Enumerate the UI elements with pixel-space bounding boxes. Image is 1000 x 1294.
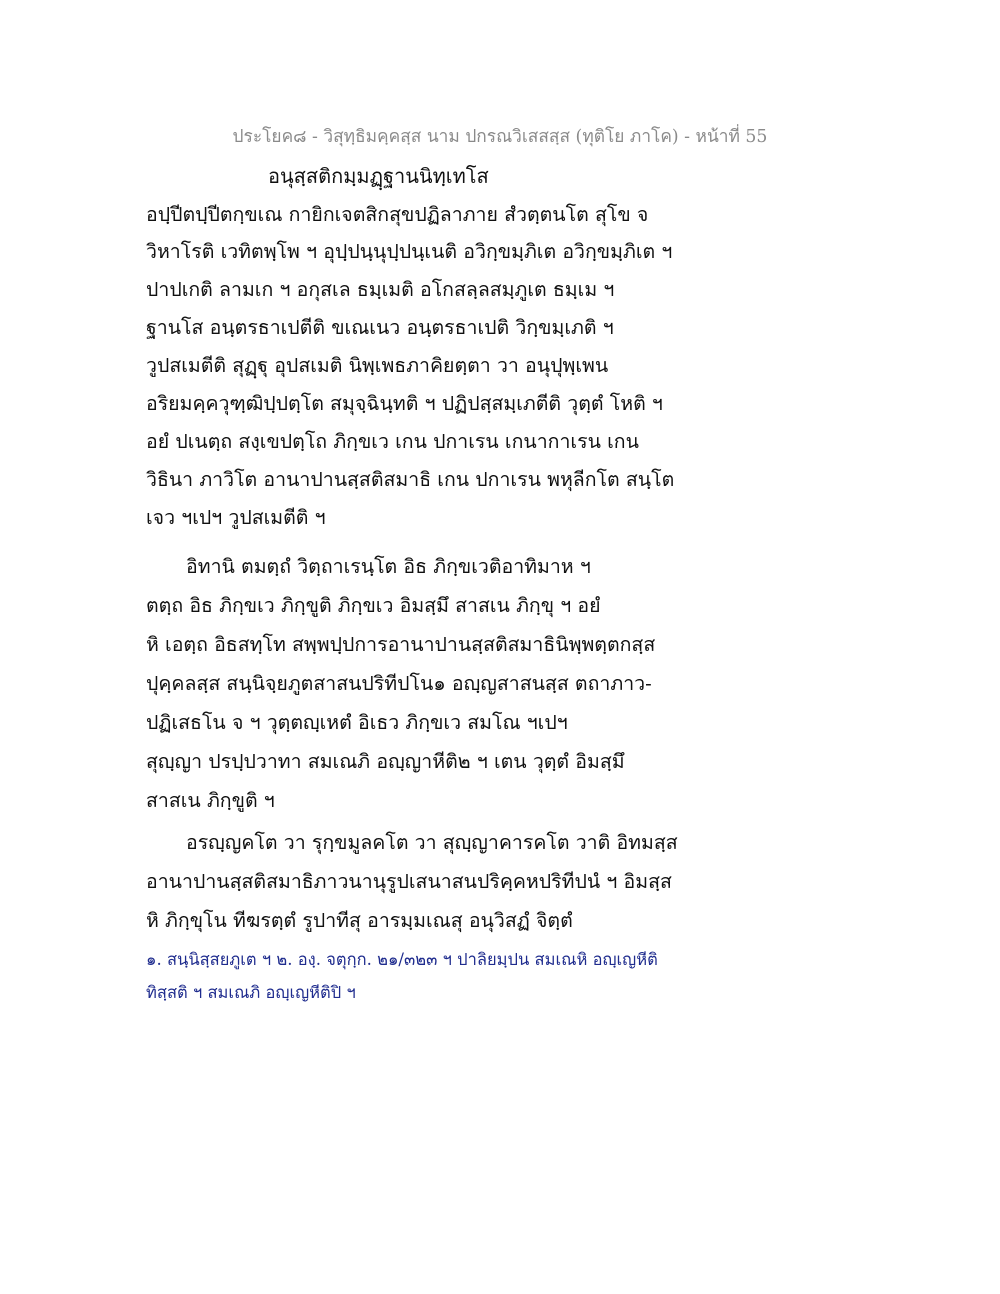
body-line: ปุคฺคลสฺส สนฺนิจฺยภูตสาสนปริทีปโน๑ อญฺญสาสนสฺส ตถาภาว-	[146, 672, 652, 695]
body-line: อปฺปีตปฺปีตกฺขเณ กายิกเจตสิกสุขปฏิลาภาย สํวตฺตนโต สุโข จ	[146, 203, 649, 226]
body-line: ปาปเกติ ลามเก ฯ อกุสเล ธมฺเมติ อโกสลฺลสมฺภูเต ธมฺเม ฯ	[146, 278, 615, 301]
body-line: อิทานิ ตมตฺถํ วิตฺถาเรนฺโต อิธ ภิกฺขเวติอาทิมาห ฯ	[186, 555, 591, 578]
section-title: อนุสฺสติกมฺมฏฺฐานนิทฺเทโส	[268, 164, 489, 188]
body-line: ตตฺถ อิธ ภิกฺขเว ภิกฺขูติ ภิกฺขเว อิมสฺมึ สาสเน ภิกฺขุ ฯ อยํ	[146, 594, 601, 617]
body-line: ปฏิเสธโน จ ฯ วุตฺตญฺเหตํ อิเธว ภิกฺขเว สมโณ ฯเปฯ	[146, 711, 568, 734]
body-line: เจว ฯเปฯ วูปสเมตีติ ฯ	[146, 506, 326, 529]
body-line: อยํ ปเนตฺถ สงฺเขปตฺโถ ภิกฺขเว เกน ปกาเรน เกนากาเรน เกน	[146, 430, 639, 453]
body-line: ฐานโส อนฺตรธาเปตีติ ขเณเนว อนฺตรธาเปติ วิกฺขมฺเภติ ฯ	[146, 316, 614, 339]
body-line: วูปสเมตีติ สุฏฺฐุ อุปสเมติ นิพฺเพธภาคิยตฺตา วา อนุปุพฺเพน	[146, 354, 609, 377]
body-line: อรญฺญคโต วา รุกฺขมูลคโต วา สุญฺญาคารคโต วาติ อิทมสฺส	[186, 831, 678, 854]
body-line: วิธินา ภาวิโต อานาปานสฺสติสมาธิ เกน ปกาเรน พหุลีกโต สนฺโต	[146, 468, 675, 491]
body-line: หิ เอตฺถ อิธสทฺโท สพฺพปฺปการอานาปานสฺสติสมาธินิพฺพตฺตกสฺส	[146, 633, 656, 656]
body-line: สุญฺญา ปรปฺปวาทา สมเณภิ อญฺญาหีติ๒ ฯ เตน วุตฺตํ อิมสฺมึ	[146, 750, 625, 773]
body-line: หิ ภิกฺขุโน ทีฆรตฺตํ รูปาทีสุ อารมฺมเณสุ อนุวิสฏํ จิตฺตํ	[146, 909, 573, 932]
body-line: วิหาโรติ เวทิตพฺโพ ฯ อุปฺปนฺนุปฺปนฺเนติ อวิกฺขมฺภิเต อวิกฺขมฺภิเต ฯ	[146, 240, 673, 263]
body-line: อานาปานสฺสติสมาธิภาวนานุรูปเสนาสนปริคฺคหปริทีปนํ ฯ อิมสฺส	[146, 870, 672, 893]
body-line: อริยมคฺควุฑฺฒิปฺปตฺโต สมุจฺฉินฺทติ ฯ ปฏิปสฺสมฺเภตีติ วุตฺตํ โหติ ฯ	[146, 392, 663, 415]
footnote-line: ทิสฺสติ ฯ สมเณภิ อญฺเญหีติปิ ฯ	[146, 983, 356, 1002]
footnote-line: ๑. สนฺนิสฺสยภูเต ฯ ๒. องฺ. จตุกฺก. ๒๑/๓๒๓ ฯ ปาลิยมฺปน สมเณหิ อญฺเญหีติ	[146, 950, 658, 969]
body-line: สาสเน ภิกฺขูติ ฯ	[146, 789, 275, 812]
page-header: ประโยค๘ - วิสุทฺธิมคฺคสฺส นาม ปกรณวิเสสสฺส (ทุติโย ภาโค) - หน้าที่ 55	[232, 127, 768, 147]
